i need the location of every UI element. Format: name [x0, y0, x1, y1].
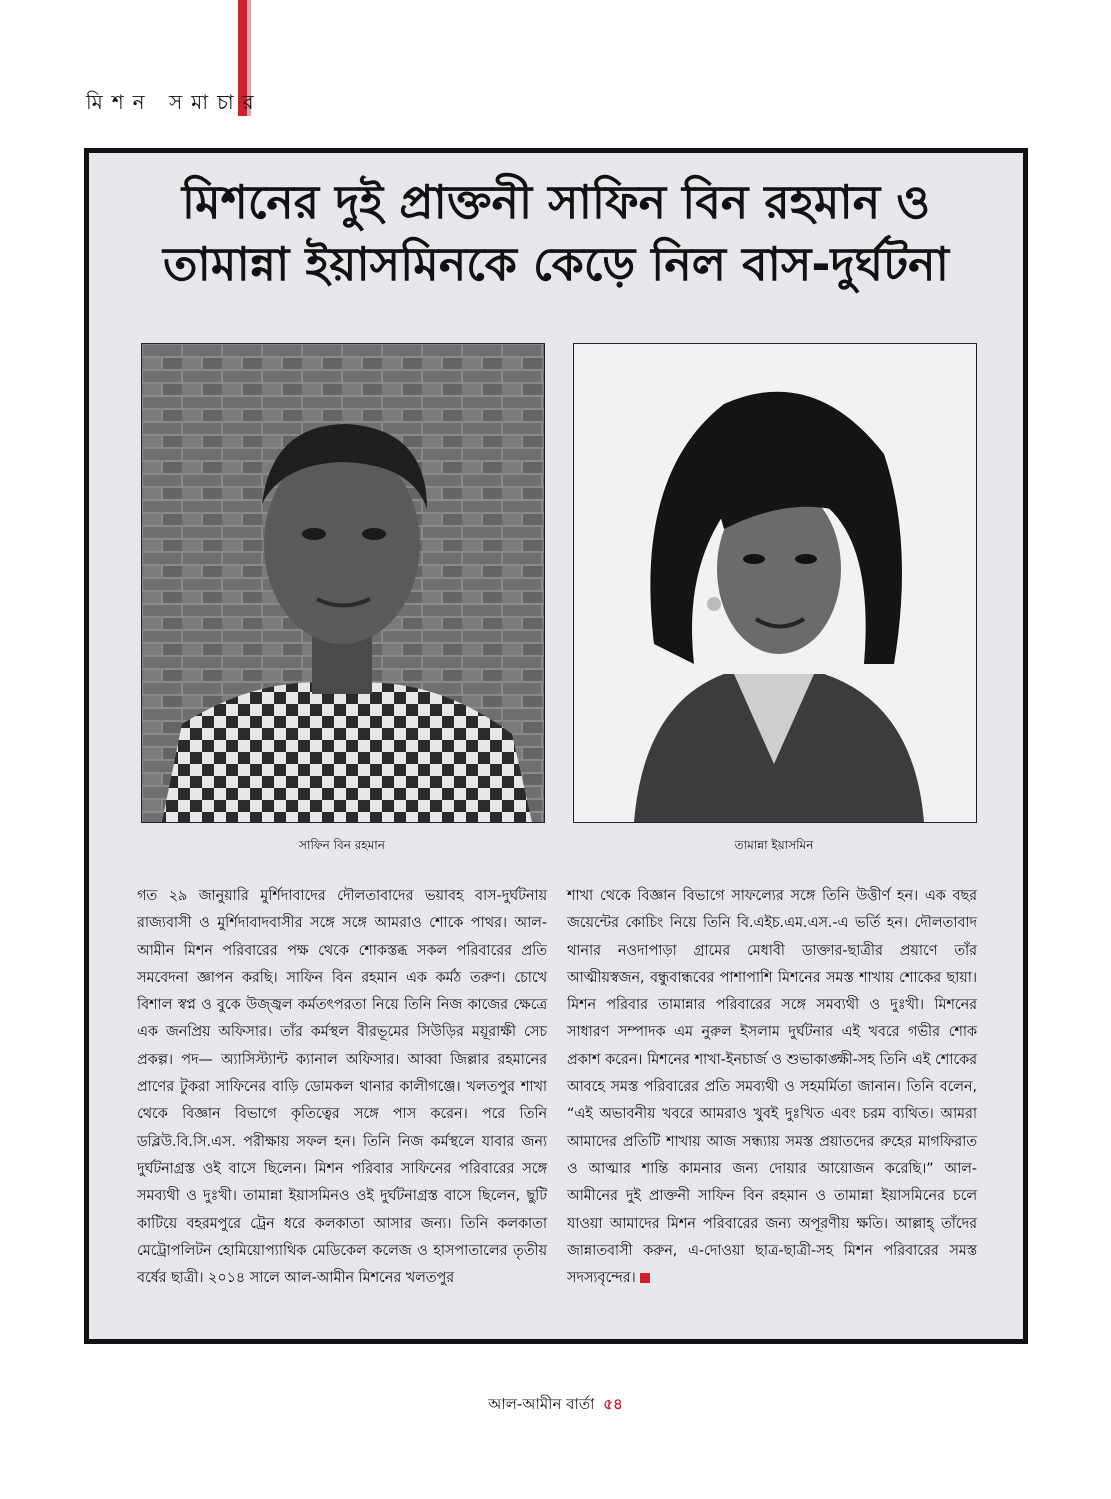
portrait-man-image: [142, 344, 544, 822]
page-footer: [0, 1393, 1111, 1418]
article-body-column-1: [137, 883, 547, 1292]
photo-safin: [141, 343, 545, 823]
article-body-column-2: [567, 883, 977, 1292]
article-body-text-1: গত ২৯ জানুয়ারি মুর্শিদাবাদের দৌলতাবাদের ভয়াবহ বাস-দুর্ঘটনায় রাজ্যবাসী ও মুর্শিদাবাদবাসীর সঙ্গে সঙ্গে আমরাও শোকে পাথর। আল-আমীন মিশন পরিবারের পক্ষ থেকে শোকস্তব্ধ সকল পরিবারের প্রতি সমবেদনা জ্ঞাপন করছি। সাফিন বিন রহমান এক কর্মঠ তরুণ। চোখে বিশাল স্বপ্ন ও বুকে উজ্জ্বল কর্মতৎপরতা নিয়ে তিনি নিজ কাজের ক্ষেত্রে এক জনপ্রিয় অফিসার। তাঁর কর্মস্থল বীরভূমের সিউড়ির ময়ূরাক্ষী সেচ প্রকল্প। পদ— অ্যাসিস্ট্যান্ট ক্যানাল অফিসার। আব্বা জিল্লার রহমানের প্রাণের টুকরা সাফিনের বাড়ি ডোমকল থানার কালীগঞ্জে। খলতপুর শাখা থেকে বিজ্ঞান বিভাগে কৃতিত্বের সঙ্গে পাস করেন। পরে তিনি ডব্লিউ.বি.সি.এস. পরীক্ষায় সফল হন। তিনি নিজ কর্মস্থলে যাবার জন্য দুর্ঘটনাগ্রস্ত ওই বাসে ছিলেন। মিশন পরিবার সাফিনের পরিবারের সঙ্গে সমব্যথী ও দুঃখী। তামান্না ইয়াসমিনও ওই দুর্ঘটনাগ্রস্ত বাসে ছিলেন, ছুটি কাটিয়ে বহরমপুরে ট্রেন ধরে কলকাতা আসার জন্য। তিনি কলকাতা মেট্রোপলিটন হোমিয়োপ্যাথিক মেডিকেল কলেজ ও হাসপাতালের তৃতীয় বর্ষের ছাত্রী। ২০১৪ সালে আল-আমীন মিশনের খলতপুর: [137, 888, 547, 1287]
caption-tamanna: তামান্না ইয়াসমিন: [734, 838, 814, 852]
photo-tamanna: [573, 343, 977, 823]
portrait-woman-image: [574, 344, 976, 822]
page-number: ৫৪: [603, 1395, 623, 1413]
end-of-article-mark: [640, 1273, 650, 1283]
caption-safin: সাফিন বিন রহমান: [299, 838, 385, 852]
headline-line-1: মিশনের দুই প্রাক্তনী সাফিন বিন রহমান ও: [181, 175, 931, 229]
article-headline: [89, 171, 1023, 295]
article-panel: [84, 148, 1028, 1344]
headline-line-2: তামান্না ইয়াসমিনকে কেড়ে নিল বাস-দুর্ঘটনা: [163, 237, 949, 291]
section-label: মিশন সমাচার: [86, 90, 263, 114]
article-body-text-2: শাখা থেকে বিজ্ঞান বিভাগে সাফল্যের সঙ্গে তিনি উত্তীর্ণ হন। এক বছর জয়েন্টের কোচিং নিয়ে তিনি বি.এইচ.এম.এস.-এ ভর্তি হন। দৌলতাবাদ থানার নওদাপাড়া গ্রামের মেধাবী ডাক্তার-ছাত্রীর প্রয়াণে তাঁর আত্মীয়স্বজন, বন্ধুবান্ধবের পাশাপাশি মিশনের সমস্ত শাখায় শোকের ছায়া। মিশন পরিবার তামান্নার পরিবারের সঙ্গে সমব্যথী ও দুঃখী। মিশনের সাধারণ সম্পাদক এম নুরুল ইসলাম দুর্ঘটনার এই খবরে গভীর শোক প্রকাশ করেন। মিশনের শাখা-ইনচার্জ ও শুভাকাঙ্ক্ষী-সহ তিনি এই শোকের আবহে সমস্ত পরিবারের প্রতি সমব্যথী ও সহমর্মিতা জানান। তিনি বলেন, “এই অভাবনীয় খবরে আমরাও খুবই দুঃখিত এবং চরম ব্যথিত। আমরা আমাদের প্রতিটি শাখায় আজ সন্ধ্যায় সমস্ত প্রয়াতদের রুহের মাগফিরাত ও আত্মার শান্তি কামনার জন্য দোয়ার আয়োজন করেছি।” আল-আমীনের দুই প্রাক্তনী সাফিন বিন রহমান ও তামান্না ইয়াসমিনের চলে যাওয়া আমাদের মিশন পরিবারের জন্য অপূরণীয় ক্ষতি। আল্লাহ্‌ তাঁদের জান্নাতবাসী করুন, এ-দোওয়া ছাত্র-ছাত্রী-সহ মিশন পরিবারের সমস্ত সদস্যবৃন্দের।: [567, 888, 977, 1287]
publication-name: আল-আমীন বার্তা: [488, 1395, 595, 1413]
